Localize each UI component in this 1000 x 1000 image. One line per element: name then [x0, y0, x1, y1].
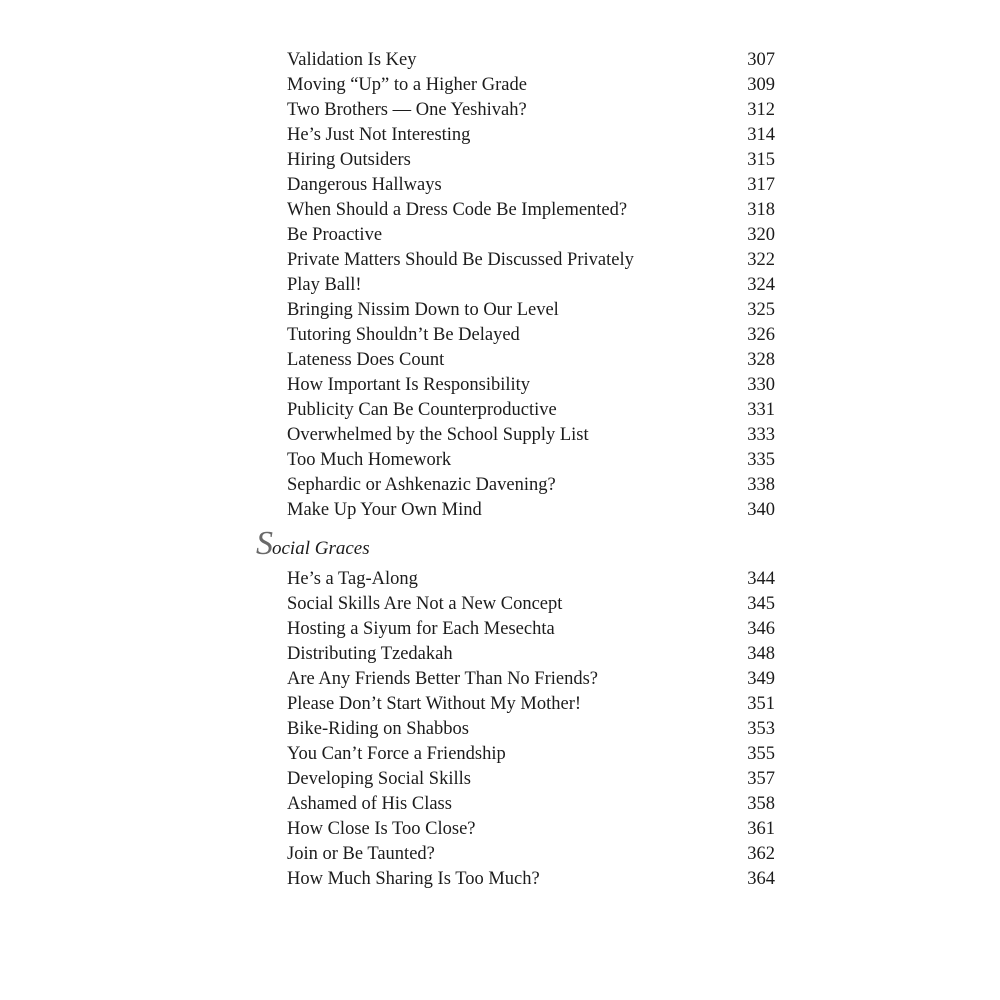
toc-entry: [287, 323, 775, 348]
toc-entry-page: 312: [747, 100, 775, 120]
section-heading-text: ocial Graces: [272, 538, 370, 559]
toc-entry-page: 335: [747, 450, 775, 470]
toc-entry: [287, 73, 775, 98]
toc-entry: [287, 792, 775, 817]
toc-entry: [287, 817, 775, 842]
toc-entry-page: 314: [747, 125, 775, 145]
toc-entry-title: You Can’t Force a Friendship: [287, 744, 506, 764]
toc-entry-page: 344: [747, 569, 775, 589]
toc-entry-page: 317: [747, 175, 775, 195]
toc-entry-title: Bike-Riding on Shabbos: [287, 719, 469, 739]
toc-entry-title: Hosting a Siyum for Each Mesechta: [287, 619, 555, 639]
toc-entry-page: 346: [747, 619, 775, 639]
toc-entry: [287, 717, 775, 742]
toc-entry-title: When Should a Dress Code Be Implemented?: [287, 200, 628, 220]
toc-entry-title: Ashamed of His Class: [287, 794, 452, 814]
toc-entry-title: Validation Is Key: [287, 50, 417, 70]
toc-entry: [287, 742, 775, 767]
toc-entry-page: 358: [747, 794, 775, 814]
toc-entry: [287, 448, 775, 473]
section-heading: [256, 524, 370, 564]
toc-entry-page: 357: [747, 769, 775, 789]
toc-entry-page: 362: [747, 844, 775, 864]
toc-entry: [287, 223, 775, 248]
toc-entry-page: 331: [747, 400, 775, 420]
toc-entry-title: Moving “Up” to a Higher Grade: [287, 75, 527, 95]
toc-entry: [287, 48, 775, 73]
toc-entry-title: Too Much Homework: [287, 450, 452, 470]
toc-entry: [287, 667, 775, 692]
toc-entry-title: Two Brothers — One Yeshivah?: [287, 100, 527, 120]
toc-list-section-1: [287, 48, 775, 523]
toc-entry-title: Please Don’t Start Without My Mother!: [287, 694, 582, 714]
toc-entry: [287, 592, 775, 617]
toc-entry-page: 326: [747, 325, 775, 345]
toc-entry-page: 345: [747, 594, 775, 614]
toc-entry-page: 320: [747, 225, 775, 245]
toc-entry-title: Developing Social Skills: [287, 769, 471, 789]
toc-entry-page: 325: [747, 300, 775, 320]
toc-entry: [287, 767, 775, 792]
toc-entry-page: 351: [747, 694, 775, 714]
toc-entry-title: Lateness Does Count: [287, 350, 445, 370]
toc-entry-title: He’s Just Not Interesting: [287, 125, 471, 145]
toc-entry: [287, 123, 775, 148]
toc-entry-page: 364: [747, 869, 775, 889]
section-heading-initial: S: [256, 525, 273, 562]
toc-entry-title: Sephardic or Ashkenazic Davening?: [287, 475, 556, 495]
toc-entry-title: Play Ball!: [287, 275, 362, 295]
toc-entry-page: 333: [747, 425, 775, 445]
toc-entry-title: Are Any Friends Better Than No Friends?: [287, 669, 599, 689]
toc-entry-title: How Important Is Responsibility: [287, 375, 531, 395]
toc-entry-title: Make Up Your Own Mind: [287, 500, 482, 520]
toc-entry-page: 338: [747, 475, 775, 495]
toc-entry: [287, 867, 775, 892]
toc-entry-page: 330: [747, 375, 775, 395]
toc-entry-title: Join or Be Taunted?: [287, 844, 435, 864]
toc-entry-title: Distributing Tzedakah: [287, 644, 453, 664]
toc-entry-title: Social Skills Are Not a New Concept: [287, 594, 563, 614]
toc-entry: [287, 423, 775, 448]
toc-entry-title: How Much Sharing Is Too Much?: [287, 869, 540, 889]
toc-entry-page: 328: [747, 350, 775, 370]
toc-entry-title: Hiring Outsiders: [287, 150, 411, 170]
toc-entry: [287, 617, 775, 642]
toc-entry-page: 361: [747, 819, 775, 839]
toc-entry-page: 340: [747, 500, 775, 520]
toc-entry: [287, 98, 775, 123]
toc-entry: [287, 567, 775, 592]
toc-entry-title: Be Proactive: [287, 225, 383, 245]
toc-entry-page: 307: [747, 50, 775, 70]
toc-entry: [287, 148, 775, 173]
toc-entry-title: How Close Is Too Close?: [287, 819, 476, 839]
toc-entry-page: 322: [747, 250, 775, 270]
toc-entry: [287, 692, 775, 717]
toc-entry-page: 318: [747, 200, 775, 220]
toc-entry-page: 324: [747, 275, 775, 295]
toc-entry-title: Overwhelmed by the School Supply List: [287, 425, 589, 445]
toc-entry: [287, 473, 775, 498]
toc-entry: [287, 398, 775, 423]
toc-entry: [287, 373, 775, 398]
toc-entry-title: Dangerous Hallways: [287, 175, 442, 195]
toc-entry-page: 315: [747, 150, 775, 170]
toc-entry-title: Private Matters Should Be Discussed Privately: [287, 250, 634, 270]
toc-entry-page: 353: [747, 719, 775, 739]
toc-entry-title: Bringing Nissim Down to Our Level: [287, 300, 559, 320]
toc-entry-page: 355: [747, 744, 775, 764]
toc-entry-title: Tutoring Shouldn’t Be Delayed: [287, 325, 520, 345]
toc-list-section-2: [287, 567, 775, 892]
toc-entry: [287, 642, 775, 667]
toc-entry: [287, 348, 775, 373]
toc-entry: [287, 248, 775, 273]
toc-entry: [287, 842, 775, 867]
toc-entry: [287, 198, 775, 223]
toc-entry-title: Publicity Can Be Counterproductive: [287, 400, 557, 420]
toc-entry: [287, 298, 775, 323]
toc-entry-page: 309: [747, 75, 775, 95]
toc-entry-title: He’s a Tag-Along: [287, 569, 418, 589]
toc-entry: [287, 173, 775, 198]
toc-entry: [287, 498, 775, 523]
toc-entry: [287, 273, 775, 298]
toc-entry-page: 348: [747, 644, 775, 664]
toc-entry-page: 349: [747, 669, 775, 689]
